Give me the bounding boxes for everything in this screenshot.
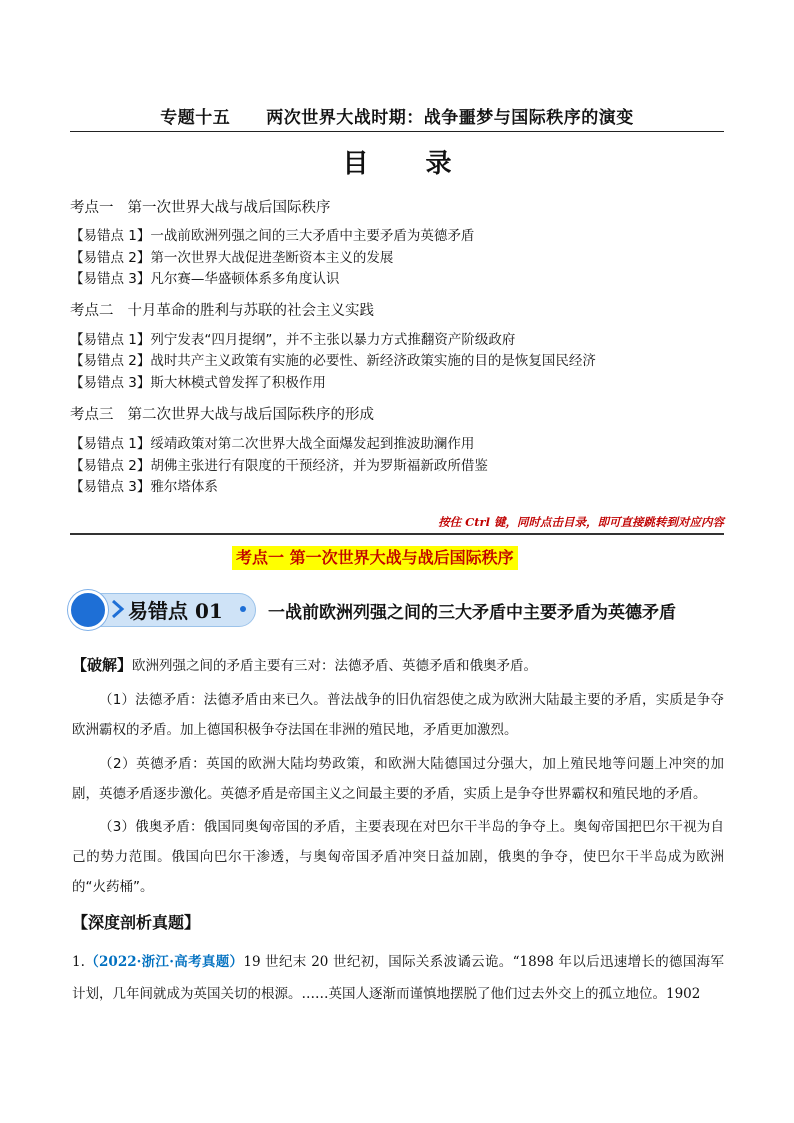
toc-item[interactable]: 【易错点 2】战时共产主义政策有实施的必要性、新经济政策实施的目的是恢复国民经济 <box>70 353 596 369</box>
question-source: （2022·浙江·高考真题） <box>84 954 244 970</box>
toc-topic-3[interactable] <box>70 403 374 424</box>
toc-topic-title: 第一次世界大战与战后国际秩序 <box>127 200 331 216</box>
topic-number: 专题十五 <box>160 108 231 128</box>
error-point-heading: 一战前欧洲列强之间的三大矛盾中主要矛盾为英德矛盾 <box>268 603 676 623</box>
toc-topic-title: 第二次世界大战与战后国际秩序的形成 <box>127 407 374 423</box>
error-badge-label: 易错点 01 <box>128 599 223 623</box>
toc-title: 目 录 <box>342 149 476 179</box>
analysis-paragraph-1: （1）法德矛盾：法德矛盾由来已久。普法战争的旧仇宿怨使之成为欧洲大陆最主要的矛盾，实质是争夺欧洲霸权的矛盾。加上德国积极争夺法国在非洲的殖民地，矛盾更加激烈。 <box>72 692 724 738</box>
toc-item[interactable]: 【易错点 1】一战前欧洲列强之间的三大矛盾中主要矛盾为英德矛盾 <box>70 228 475 244</box>
question-text: 19 世纪末 20 世纪初，国际关系波谲云诡。“1898 年以后迅速增长的德国海军计划，几年间就成为英国关切的根源。……英国人逐渐而谨慎地摆脱了他们过去外交上的孤立地位。1902 <box>72 954 724 1002</box>
toc-item[interactable]: 【易错点 3】雅尔塔体系 <box>70 479 218 495</box>
badge-dot-icon <box>240 606 246 612</box>
analysis-paragraph-2: （2）英德矛盾：英国的欧洲大陆均势政策，和欧洲大陆德国过分强大，加上殖民地等问题上冲突的加剧，英德矛盾逐步激化。英德矛盾是帝国主义之间最主要的矛盾，实质上是争夺世界霸权和殖民地的矛盾。 <box>72 756 724 802</box>
toc-item[interactable]: 【易错点 2】胡佛主张进行有限度的干预经济，并为罗斯福新政所借鉴 <box>70 458 488 474</box>
error-point-banner <box>70 592 730 632</box>
toc-topic-1[interactable] <box>70 196 331 217</box>
chevron-right-icon <box>108 599 128 619</box>
toc-topic-label: 考点二 <box>70 303 114 319</box>
toc-item[interactable]: 【易错点 1】列宁发表“四月提纲”，并不主张以暴力方式推翻资产阶级政府 <box>70 332 516 348</box>
section-banner: 考点一 第一次世界大战与战后国际秩序 <box>232 546 518 570</box>
toc-item[interactable]: 【易错点 3】凡尔赛—华盛顿体系多角度认识 <box>70 271 340 287</box>
toc-item[interactable]: 【易错点 1】绥靖政策对第二次世界大战全面爆发起到推波助澜作用 <box>70 436 475 452</box>
badge-circle-icon <box>68 590 108 630</box>
toc-topic-label: 考点一 <box>70 200 114 216</box>
question-number: 1. <box>72 954 85 970</box>
toc-item[interactable]: 【易错点 2】第一次世界大战促进垄断资本主义的发展 <box>70 250 394 266</box>
question-1 <box>72 946 724 1010</box>
section-divider <box>70 533 724 535</box>
toc-topic-2[interactable] <box>70 299 374 320</box>
deep-analysis-title: 【深度剖析真题】 <box>72 913 201 932</box>
toc-topic-title: 十月革命的胜利与苏联的社会主义实践 <box>127 303 374 319</box>
analysis-intro-text: 欧洲列强之间的矛盾主要有三对：法德矛盾、英德矛盾和俄奥矛盾。 <box>132 658 538 674</box>
top-divider <box>70 131 724 132</box>
topic-title-text: 两次世界大战时期：战争噩梦与国际秩序的演变 <box>266 108 634 128</box>
analysis-intro <box>72 650 724 681</box>
analysis-paragraph-3: （3）俄奥矛盾：俄国同奥匈帝国的矛盾，主要表现在对巴尔干半岛的争夺上。奥匈帝国把巴尔干视为自己的势力范围。俄国向巴尔干渗透，与奥匈帝国矛盾冲突日益加剧，俄奥的争夺，使巴尔干半岛成为欧洲的“火药桶”。 <box>72 819 724 895</box>
jump-hint: 按住 Ctrl 键，同时点击目录，即可直接跳转到对应内容 <box>438 515 724 529</box>
toc-item[interactable]: 【易错点 3】斯大林模式曾发挥了积极作用 <box>70 375 326 391</box>
analysis-lead: 【破解】 <box>72 656 133 674</box>
topic-title <box>0 103 794 128</box>
toc-topic-label: 考点三 <box>70 407 114 423</box>
